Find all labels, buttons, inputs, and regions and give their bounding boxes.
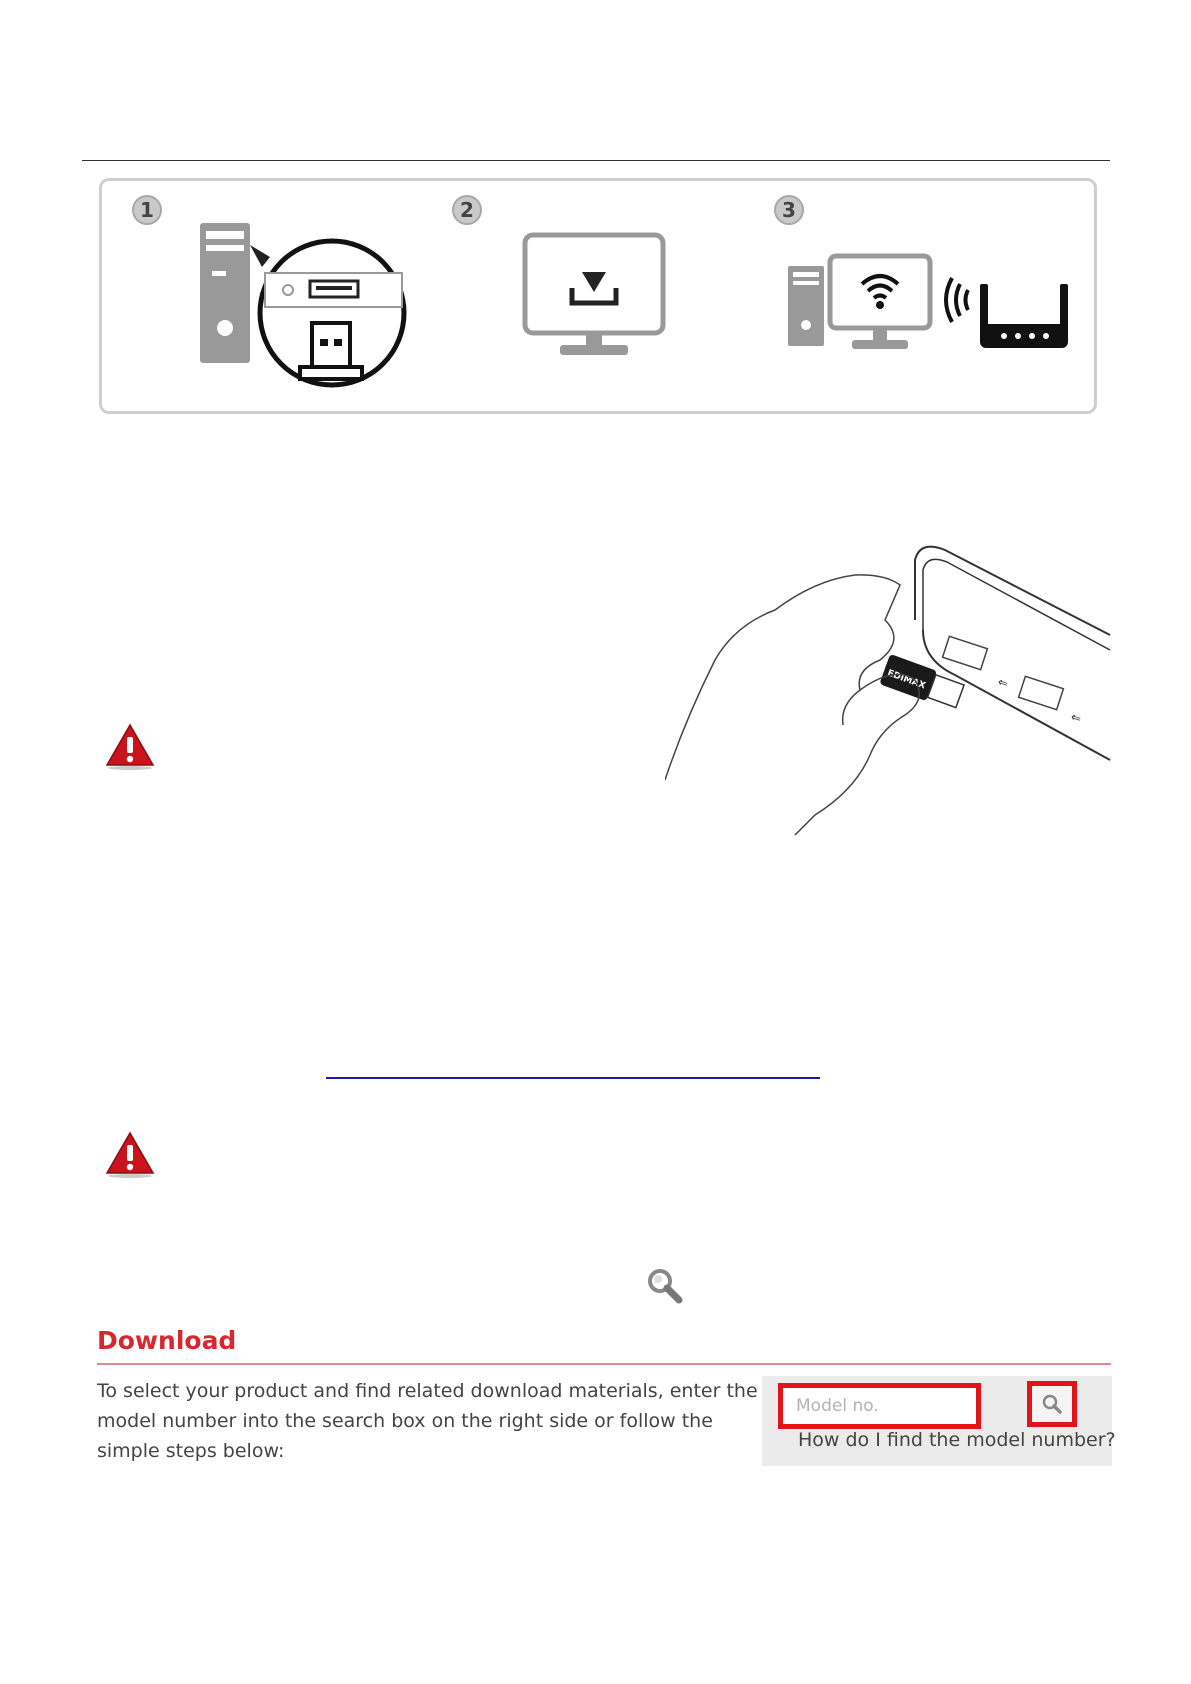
- model-number-input[interactable]: [778, 1383, 981, 1429]
- adapter-brand-label: EDIMAX: [885, 668, 927, 692]
- warning-icon: [104, 722, 156, 770]
- pc-usb-insert-icon: [190, 215, 420, 390]
- warning-icon: [104, 1130, 156, 1178]
- download-title: Download: [97, 1326, 237, 1355]
- svg-text:⇐: ⇐: [996, 674, 1010, 691]
- svg-text:⇐: ⇐: [1069, 709, 1083, 726]
- monitor-download-icon: [520, 230, 670, 360]
- magnifier-icon: [645, 1266, 685, 1306]
- step-number-2: 2: [452, 195, 482, 225]
- download-link-underline[interactable]: [326, 1077, 820, 1079]
- download-description: To select your product and find related download materials, enter the model number into the search box on the right side or follow the simple steps below:: [97, 1380, 758, 1462]
- step-number-1: 1: [132, 195, 162, 225]
- header-rule: [82, 160, 1110, 161]
- search-button[interactable]: [1027, 1381, 1077, 1427]
- usb-insert-illustration: [665, 540, 1115, 840]
- find-model-number-link[interactable]: How do I find the model number?: [798, 1429, 1116, 1451]
- step-number-3: 3: [774, 195, 804, 225]
- pc-wifi-router-icon: [782, 250, 1072, 360]
- search-icon: [1041, 1393, 1063, 1415]
- download-rule: [97, 1363, 1111, 1365]
